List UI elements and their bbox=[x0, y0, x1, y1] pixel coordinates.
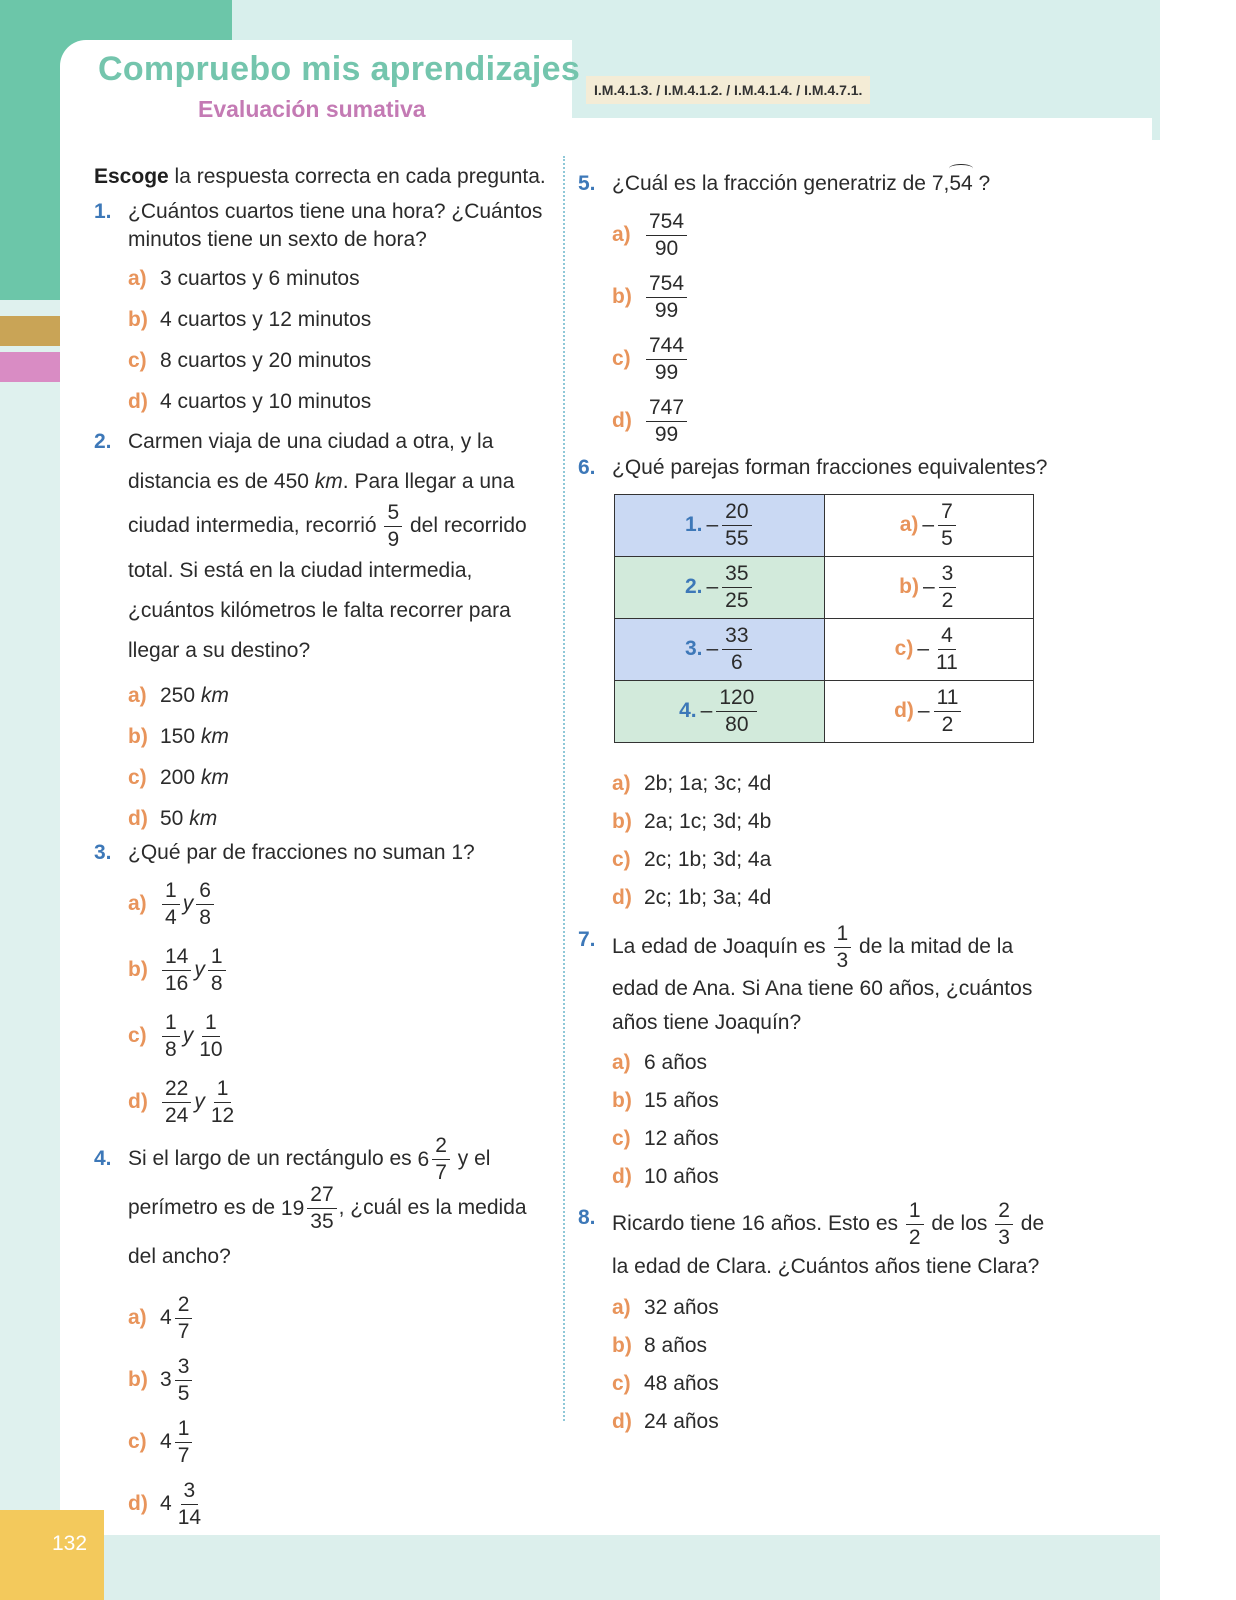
option-value: 250 bbox=[160, 684, 196, 707]
fraction bbox=[175, 1356, 193, 1405]
instructions-bold: Escoge bbox=[94, 165, 169, 188]
denominator: 2 bbox=[941, 589, 954, 612]
fraction bbox=[196, 880, 214, 929]
option-letter: a) bbox=[612, 772, 631, 795]
denominator: 55 bbox=[725, 527, 749, 550]
equivalence-table bbox=[614, 494, 1034, 743]
option[interactable] bbox=[612, 841, 1048, 879]
numerator: 27 bbox=[307, 1184, 336, 1209]
option[interactable] bbox=[128, 1347, 554, 1409]
fraction bbox=[934, 687, 962, 736]
option[interactable] bbox=[128, 1471, 554, 1533]
option[interactable] bbox=[612, 1120, 1048, 1158]
question-text-part: , ¿cuál es la medida del ancho? bbox=[128, 1196, 527, 1268]
table-cell bbox=[615, 681, 825, 743]
option-text: 2c; 1b; 3a; 4d bbox=[644, 886, 772, 909]
codes-band-underlay bbox=[572, 118, 1152, 148]
question-number: 6. bbox=[578, 456, 596, 479]
denominator: 3 bbox=[998, 1226, 1010, 1249]
fraction bbox=[175, 1418, 193, 1467]
table-cell bbox=[615, 495, 825, 557]
table-cell bbox=[824, 557, 1034, 619]
option[interactable] bbox=[612, 264, 1048, 326]
option-letter: d) bbox=[128, 390, 148, 413]
option[interactable] bbox=[128, 937, 554, 1003]
option[interactable] bbox=[128, 299, 554, 340]
numerator: 1 bbox=[162, 880, 180, 905]
denominator: 7 bbox=[177, 1319, 190, 1343]
option[interactable] bbox=[612, 1327, 1048, 1365]
minus-sign: – bbox=[922, 513, 935, 537]
option-letter: b) bbox=[128, 958, 148, 981]
table-row bbox=[615, 557, 1034, 619]
question-text-part: ¿Cuál es la fracción generatriz de bbox=[612, 172, 932, 195]
question-7 bbox=[578, 923, 1048, 1040]
mixed-number bbox=[160, 1347, 194, 1413]
option[interactable] bbox=[128, 716, 554, 757]
page-title: Compruebo mis aprendizajes bbox=[98, 50, 581, 88]
minus-sign: – bbox=[706, 637, 719, 661]
question-text-part: de los bbox=[925, 1212, 994, 1236]
option-letter: c) bbox=[128, 349, 147, 372]
fraction-pair bbox=[160, 880, 216, 929]
numerator: 22 bbox=[162, 1078, 191, 1103]
option-letter: a) bbox=[612, 1296, 631, 1319]
option-unit: km bbox=[200, 684, 229, 707]
denominator: 80 bbox=[725, 713, 749, 736]
option-letter: c) bbox=[128, 1430, 147, 1453]
question-number: 3. bbox=[94, 841, 112, 864]
option-text: 6 años bbox=[644, 1051, 708, 1074]
option-text: 3 cuartos y 6 minutos bbox=[160, 267, 360, 290]
denominator: 8 bbox=[210, 971, 223, 995]
fraction bbox=[938, 501, 956, 550]
numerator: 3 bbox=[939, 563, 957, 588]
option-letter: a) bbox=[128, 267, 147, 290]
row-label: 2. bbox=[684, 575, 703, 599]
denominator: 5 bbox=[177, 1381, 190, 1405]
question-text: ¿Qué parejas forman fracciones equivalentes? bbox=[612, 456, 1048, 479]
question-4-options bbox=[94, 1285, 554, 1533]
option-letter: a) bbox=[612, 1051, 631, 1074]
denominator: 8 bbox=[199, 905, 211, 929]
numerator: 747 bbox=[646, 397, 687, 422]
denominator: 99 bbox=[654, 360, 679, 384]
option-letter: c) bbox=[612, 347, 631, 370]
fraction bbox=[162, 880, 180, 929]
fraction bbox=[646, 273, 687, 322]
right-page-edge bbox=[1160, 0, 1236, 1600]
option-value: 150 bbox=[160, 725, 196, 748]
numerator: 1 bbox=[834, 923, 852, 948]
fraction bbox=[162, 1012, 180, 1061]
denominator: 25 bbox=[725, 589, 749, 612]
question-8 bbox=[578, 1200, 1048, 1285]
question-2 bbox=[94, 422, 554, 671]
denominator: 5 bbox=[941, 527, 953, 550]
decimal-base: 7, bbox=[931, 172, 950, 195]
question-number: 7. bbox=[578, 928, 596, 951]
option-text: 8 años bbox=[644, 1334, 708, 1357]
column-divider bbox=[563, 156, 565, 1421]
whole-part: 4 bbox=[160, 1492, 172, 1516]
numerator: 1 bbox=[175, 1418, 193, 1443]
fraction bbox=[933, 625, 961, 674]
numerator: 14 bbox=[162, 946, 191, 971]
option-text: 2b; 1a; 3c; 4d bbox=[644, 772, 772, 795]
option[interactable] bbox=[612, 1082, 1048, 1120]
row-label: a) bbox=[899, 513, 919, 537]
denominator: 99 bbox=[654, 422, 679, 446]
denominator: 99 bbox=[654, 298, 679, 322]
denominator: 35 bbox=[310, 1210, 334, 1233]
numerator: 6 bbox=[196, 880, 214, 905]
fraction bbox=[432, 1135, 450, 1184]
question-text: ¿Qué par de fracciones no suman 1? bbox=[128, 841, 475, 864]
question-number: 1. bbox=[94, 200, 112, 223]
question-text-part: Ricardo tiene 16 años. Esto es bbox=[612, 1212, 904, 1236]
row-label: c) bbox=[894, 637, 914, 661]
fraction bbox=[716, 687, 757, 736]
option[interactable] bbox=[612, 326, 1048, 388]
numerator: 1 bbox=[906, 1200, 924, 1225]
pink-side-tab bbox=[0, 352, 62, 382]
denominator: 90 bbox=[654, 236, 679, 260]
row-label: 4. bbox=[679, 699, 697, 723]
denominator: 10 bbox=[199, 1037, 223, 1061]
option-text: 32 años bbox=[644, 1296, 719, 1319]
question-3-options bbox=[94, 871, 554, 1135]
question-text: ¿Cuántos cuartos tiene una hora? ¿Cuántos minutos tiene un sexto de hora? bbox=[128, 200, 543, 251]
question-1 bbox=[94, 198, 554, 254]
denominator: 24 bbox=[165, 1103, 189, 1127]
denominator: 2 bbox=[941, 713, 954, 736]
denominator: 3 bbox=[836, 949, 849, 972]
question-text-part: de la mitad de la edad de Ana. Si Ana tiene 60 años, ¿cuántos años tiene Joaquín? bbox=[612, 935, 1033, 1034]
option-text: 48 años bbox=[644, 1372, 719, 1395]
whole-part: 6 bbox=[417, 1147, 430, 1171]
gold-side-tab bbox=[0, 316, 62, 346]
mixed-number bbox=[160, 1471, 206, 1537]
fraction bbox=[834, 923, 852, 972]
fraction bbox=[646, 211, 687, 260]
numerator: 1 bbox=[202, 1012, 220, 1037]
minus-sign: – bbox=[706, 513, 719, 537]
instructions bbox=[94, 162, 554, 192]
fraction bbox=[307, 1184, 336, 1233]
question-text-part: Si el largo de un rectángulo es bbox=[128, 1147, 418, 1171]
numerator: 1 bbox=[208, 946, 226, 971]
minus-sign: – bbox=[917, 637, 930, 661]
option[interactable] bbox=[612, 1289, 1048, 1327]
option-unit: km bbox=[200, 725, 229, 748]
question-text-part: . Para llegar a una ciudad intermedia, recorrió bbox=[128, 470, 515, 538]
question-text-part: y el perímetro es de bbox=[128, 1147, 491, 1220]
option-text: 15 años bbox=[644, 1089, 719, 1112]
option-letter: a) bbox=[612, 223, 631, 246]
table-row bbox=[615, 495, 1034, 557]
question-text-part: ? bbox=[972, 172, 991, 195]
denominator: 6 bbox=[731, 651, 743, 674]
fraction-pair bbox=[160, 946, 228, 995]
row-label: 3. bbox=[684, 637, 703, 661]
option-letter: d) bbox=[128, 1090, 148, 1113]
option[interactable] bbox=[612, 879, 1048, 917]
question-number: 2. bbox=[94, 430, 112, 453]
numerator: 33 bbox=[722, 625, 751, 650]
option-text: 24 años bbox=[644, 1410, 719, 1433]
option[interactable] bbox=[128, 1285, 554, 1347]
option-unit: km bbox=[200, 766, 229, 789]
fraction bbox=[175, 1480, 204, 1529]
minus-sign: – bbox=[706, 575, 719, 599]
option-letter: d) bbox=[128, 1492, 148, 1515]
fraction bbox=[646, 335, 687, 384]
option-letter: b) bbox=[612, 285, 632, 308]
option-letter: c) bbox=[128, 1024, 147, 1047]
question-1-options bbox=[94, 258, 554, 422]
conjunction: y bbox=[194, 958, 205, 982]
whole-part: 3 bbox=[160, 1368, 172, 1392]
question-5 bbox=[578, 170, 1048, 198]
indicator-codes: I.M.4.1.3. / I.M.4.1.2. / I.M.4.1.4. / I.M.4.7.1. bbox=[586, 76, 870, 104]
option[interactable] bbox=[612, 765, 1048, 803]
option[interactable] bbox=[128, 675, 554, 716]
page-number: 132 bbox=[0, 1510, 104, 1600]
denominator: 11 bbox=[936, 651, 958, 674]
fraction bbox=[196, 1012, 225, 1061]
option[interactable] bbox=[128, 1069, 554, 1135]
table-cell bbox=[824, 495, 1034, 557]
conjunction: y bbox=[182, 1024, 194, 1048]
option-letter: d) bbox=[612, 886, 632, 909]
option[interactable] bbox=[612, 388, 1048, 450]
fraction bbox=[722, 501, 751, 550]
question-number: 5. bbox=[578, 172, 596, 195]
numerator: 2 bbox=[175, 1294, 193, 1319]
conjunction: y bbox=[194, 1090, 205, 1114]
option-letter: c) bbox=[612, 848, 631, 871]
option-letter: d) bbox=[612, 1410, 632, 1433]
question-7-options bbox=[578, 1044, 1048, 1196]
question-5-options bbox=[578, 202, 1048, 450]
table-row bbox=[615, 681, 1034, 743]
denominator: 7 bbox=[435, 1161, 447, 1184]
numerator: 744 bbox=[646, 335, 687, 360]
table-cell bbox=[615, 557, 825, 619]
denominator: 12 bbox=[210, 1103, 235, 1127]
option-letter: d) bbox=[612, 409, 632, 432]
fraction bbox=[384, 502, 402, 551]
option-letter: a) bbox=[128, 892, 147, 915]
mixed-number bbox=[418, 1135, 452, 1184]
denominator: 4 bbox=[165, 905, 177, 929]
option-letter: c) bbox=[128, 766, 147, 789]
numerator: 20 bbox=[722, 501, 751, 526]
question-6-options bbox=[578, 765, 1048, 917]
fraction bbox=[722, 563, 751, 612]
option[interactable] bbox=[128, 871, 554, 937]
whole-part: 4 bbox=[160, 1306, 172, 1330]
fraction bbox=[906, 1200, 924, 1249]
option[interactable] bbox=[128, 798, 554, 839]
numerator: 120 bbox=[716, 687, 757, 712]
question-text-part: del recorrido total. Si está en la ciudad intermedia, ¿cuántos kilómetros le falta recorrer para llegar a su destino? bbox=[128, 514, 527, 662]
option-unit: km bbox=[189, 807, 218, 830]
row-label: 1. bbox=[684, 513, 703, 537]
question-text-part: La edad de Joaquín es bbox=[612, 935, 832, 959]
option-letter: c) bbox=[612, 1372, 631, 1395]
question-3 bbox=[94, 839, 554, 867]
table-cell bbox=[824, 681, 1034, 743]
fraction bbox=[162, 1078, 191, 1127]
minus-sign: – bbox=[700, 699, 713, 723]
left-column bbox=[94, 162, 554, 1533]
denominator: 8 bbox=[165, 1037, 177, 1061]
row-label: b) bbox=[899, 575, 919, 599]
denominator: 7 bbox=[177, 1443, 190, 1467]
fraction bbox=[646, 397, 687, 446]
option-text: 2a; 1c; 3d; 4b bbox=[644, 810, 772, 833]
table-cell bbox=[615, 619, 825, 681]
option[interactable] bbox=[612, 1158, 1048, 1196]
fraction bbox=[939, 563, 957, 612]
numerator: 754 bbox=[646, 273, 687, 298]
question-number: 8. bbox=[578, 1206, 596, 1229]
option-text: 4 cuartos y 10 minutos bbox=[160, 390, 372, 413]
fraction bbox=[995, 1200, 1013, 1249]
option-letter: a) bbox=[128, 1306, 147, 1329]
denominator: 14 bbox=[177, 1505, 202, 1529]
option-letter: d) bbox=[128, 807, 148, 830]
right-column bbox=[578, 170, 1048, 1441]
numerator: 2 bbox=[432, 1135, 450, 1160]
table-cell bbox=[824, 619, 1034, 681]
numerator: 754 bbox=[646, 211, 687, 236]
fraction bbox=[162, 946, 191, 995]
option[interactable] bbox=[128, 381, 554, 422]
minus-sign: – bbox=[917, 699, 930, 723]
fraction bbox=[175, 1294, 193, 1343]
question-number: 4. bbox=[94, 1147, 112, 1170]
option-value: 200 bbox=[160, 766, 196, 789]
option[interactable] bbox=[128, 757, 554, 798]
option-text: 10 años bbox=[644, 1165, 719, 1188]
table-row bbox=[615, 619, 1034, 681]
option-letter: a) bbox=[128, 684, 147, 707]
fraction bbox=[208, 1078, 237, 1127]
mixed-number bbox=[160, 1285, 194, 1351]
fraction bbox=[722, 625, 751, 674]
option-letter: c) bbox=[612, 1127, 631, 1150]
option-text: 4 cuartos y 12 minutos bbox=[160, 308, 372, 331]
option[interactable] bbox=[128, 1003, 554, 1069]
option-letter: b) bbox=[612, 1089, 632, 1112]
question-8-options bbox=[578, 1289, 1048, 1441]
fraction-pair bbox=[160, 1012, 228, 1061]
numerator: 35 bbox=[722, 563, 751, 588]
denominator: 2 bbox=[908, 1226, 921, 1249]
option[interactable] bbox=[128, 258, 554, 299]
bottom-band bbox=[0, 1535, 1160, 1600]
question-4 bbox=[94, 1135, 554, 1281]
numerator: 7 bbox=[938, 501, 956, 526]
row-label: d) bbox=[894, 699, 914, 723]
whole-part: 19 bbox=[280, 1196, 305, 1220]
option[interactable] bbox=[612, 1365, 1048, 1403]
mixed-number bbox=[160, 1409, 194, 1475]
minus-sign: – bbox=[922, 575, 935, 599]
numerator: 3 bbox=[181, 1480, 199, 1505]
option-letter: b) bbox=[612, 1334, 632, 1357]
option[interactable] bbox=[612, 803, 1048, 841]
option-text: 2c; 1b; 3d; 4a bbox=[644, 848, 772, 871]
option-text: 8 cuartos y 20 minutos bbox=[160, 349, 372, 372]
fraction bbox=[208, 946, 226, 995]
mixed-number bbox=[281, 1184, 339, 1233]
repeating-period: 54 bbox=[949, 170, 972, 198]
option-text: 12 años bbox=[644, 1127, 719, 1150]
option[interactable] bbox=[128, 1409, 554, 1471]
denominator: 16 bbox=[165, 971, 189, 995]
option[interactable] bbox=[612, 202, 1048, 264]
question-6 bbox=[578, 454, 1048, 482]
option-letter: b) bbox=[612, 810, 632, 833]
option-letter: b) bbox=[128, 308, 148, 331]
question-text-part: Carmen viaja de una ciudad a otra, y la distancia es de 450 bbox=[128, 430, 494, 493]
numerator: 11 bbox=[934, 687, 962, 712]
page-subtitle: Evaluación sumativa bbox=[198, 96, 426, 122]
instructions-text: la respuesta correcta en cada pregunta. bbox=[168, 165, 546, 188]
numerator: 5 bbox=[384, 502, 402, 527]
question-2-options bbox=[94, 675, 554, 839]
question-text-part: de la edad de Clara. ¿Cuántos años tiene Clara? bbox=[612, 1212, 1045, 1278]
option-letter: b) bbox=[128, 725, 148, 748]
numerator: 1 bbox=[214, 1078, 232, 1103]
numerator: 4 bbox=[938, 625, 956, 650]
numerator: 1 bbox=[162, 1012, 180, 1037]
option[interactable] bbox=[128, 340, 554, 381]
numerator: 3 bbox=[175, 1356, 193, 1381]
conjunction: y bbox=[182, 892, 194, 916]
option[interactable] bbox=[612, 1044, 1048, 1082]
numerator: 2 bbox=[995, 1200, 1013, 1225]
whole-part: 4 bbox=[160, 1430, 172, 1454]
option[interactable] bbox=[612, 1403, 1048, 1441]
fraction-pair bbox=[160, 1078, 239, 1127]
option-value: 50 bbox=[160, 807, 184, 830]
option-letter: d) bbox=[612, 1165, 632, 1188]
unit-km: km bbox=[314, 470, 343, 493]
option-letter: b) bbox=[128, 1368, 148, 1391]
denominator: 9 bbox=[387, 528, 400, 551]
